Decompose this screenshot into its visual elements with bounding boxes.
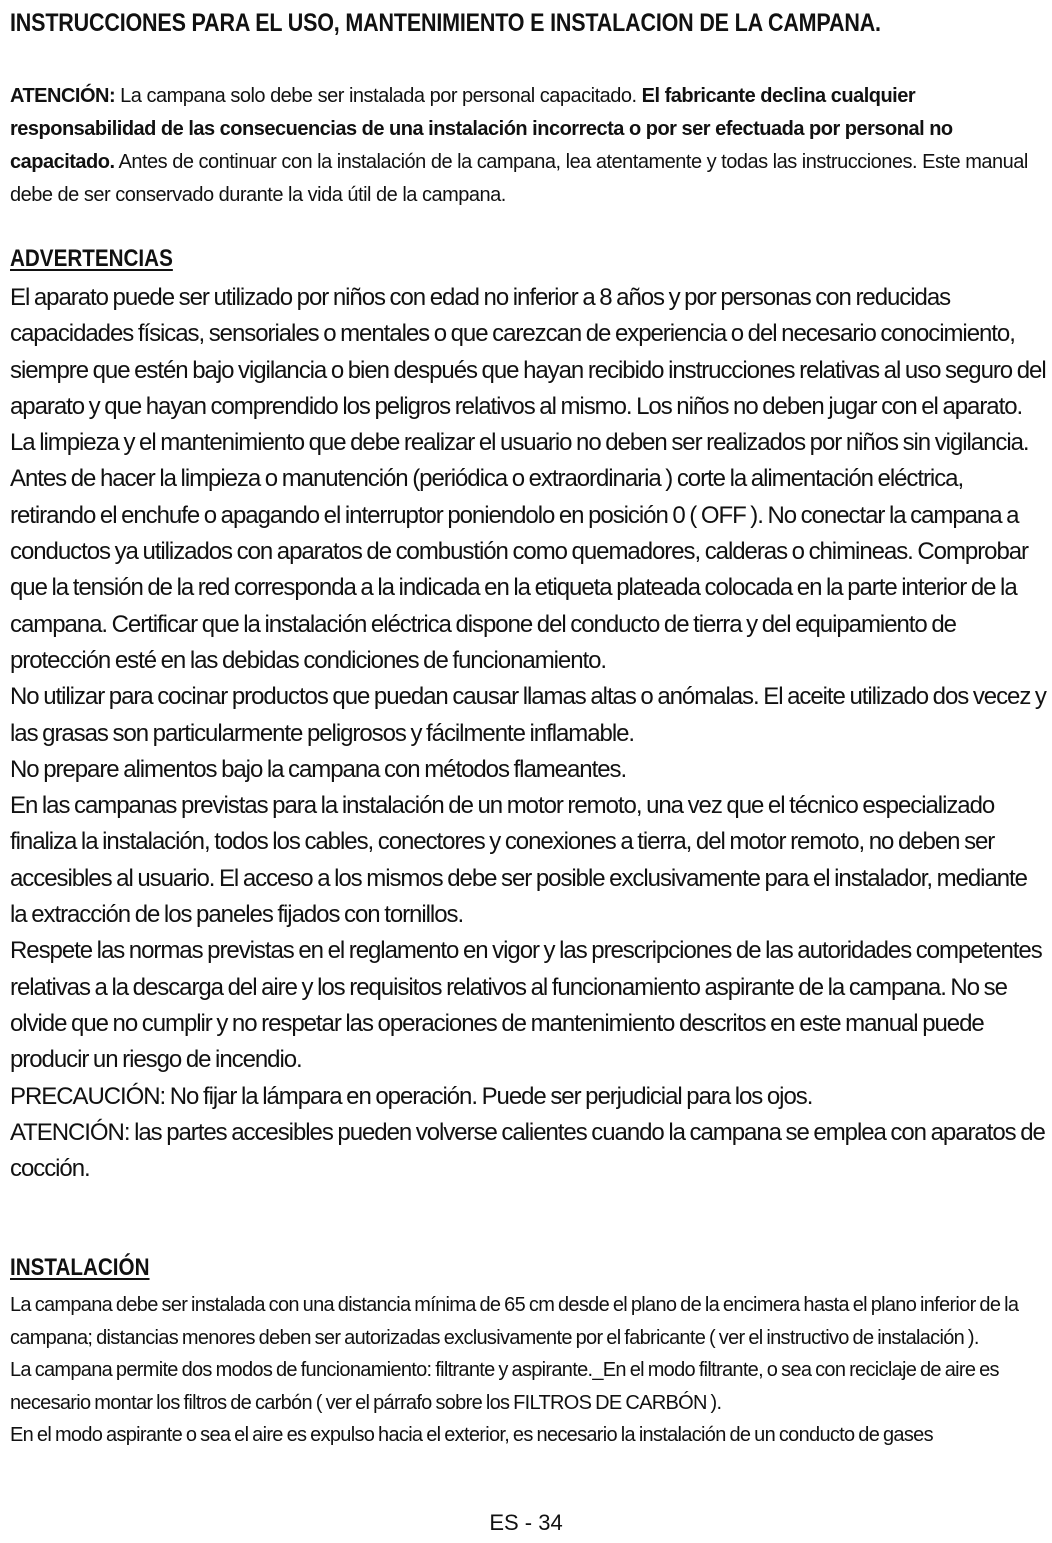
- document-title: INSTRUCCIONES PARA EL USO, MANTENIMIENTO E INSTALACION DE LA CAMPANA.: [10, 9, 881, 37]
- instalacion-paragraph: En el modo aspirante o sea el aire es expulso hacia el exterior, es necesario la instalación de un conducto de gases: [10, 1424, 933, 1446]
- advertencias-paragraph: El aparato puede ser utilizado por niños con edad no inferior a 8 años y por personas con reducidas capacidades físicas, sensoriales o mentales o que carezcan de experiencia o del necesario conocimiento, siempre que estén bajo vigilancia o bien después que hayan recibido instrucciones relativas al uso seguro del aparato y que hayan comprendido los peligros relativos al mismo. Los niños no deben jugar con el aparato. La limpieza y el mantenimiento que debe realizar el usuario no deben ser realizados por niños sin vigilancia.: [10, 284, 1046, 457]
- instalacion-paragraph: La campana debe ser instalada con una distancia mínima de 65 cm desde el plano de la encimera hasta el plano inferior de la campana; distancias menores deben ser autorizadas exclusivamente por el fabricante ( ver el instructivo de instalación ).: [10, 1294, 1019, 1349]
- advertencias-paragraph: Antes de hacer la limpieza o manutención (periódica o extraordinaria ) corte la alimentación eléctrica, retirando el enchufe o apagando el interruptor poniendolo en posición 0 ( OFF ). No conectar la campana a conductos ya utilizados con aparatos de combustión como quemadores, calderas o chimineas. Comprobar que la tensión de la red corresponda a la indicada en la etiqueta plateada colocada en la parte interior de la campana. Certificar que la instalación eléctrica dispone del conducto de tierra y del equipamiento de protección esté en las debidas condiciones de funcionamiento.: [10, 465, 1028, 674]
- advertencias-body: [10, 280, 1046, 1187]
- advertencias-paragraph: No utilizar para cocinar productos que puedan causar llamas altas o anómalas. El aceite utilizado dos vecez y las grasas son particularmente peligrosos y fácilmente inflamable.: [10, 683, 1046, 747]
- section-heading-advertencias: ADVERTENCIAS: [10, 245, 173, 272]
- advertencias-paragraph: ATENCIÓN: las partes accesibles pueden volverse calientes cuando la campana se emplea con aparatos de cocción.: [10, 1118, 1045, 1183]
- advertencias-paragraph: En las campanas previstas para la instalación de un motor remoto, una vez que el técnico especializado finaliza la instalación, todos los cables, conectores y conexiones a tierra, del motor remoto, no deben ser accesibles al usuario. El acceso a los mismos debe ser posible exclusivamente para el instalador, mediante la extracción de los paneles fijados con tornillos.: [10, 792, 1027, 929]
- advertencias-paragraph: PRECAUCIÓN: No fijar la lámpara en operación. Puede ser perjudicial para los ojos.: [10, 1082, 813, 1110]
- intro-paragraph: [10, 80, 1046, 212]
- advertencias-paragraph: No prepare alimentos bajo la campana con métodos flameantes.: [10, 755, 627, 783]
- intro-text-1: La campana solo debe ser instalada por personal capacitado.: [115, 85, 642, 107]
- attention-label: ATENCIÓN:: [10, 85, 116, 107]
- section-heading-instalacion: INSTALACIÓN: [10, 1254, 150, 1281]
- advertencias-paragraph: Respete las normas previstas en el reglamento en vigor y las prescripciones de las autoridades competentes relativas a la descarga del aire y los requisitos relativos al funcionamiento aspirante de la campana. No se olvide que no cumplir y no respetar las operaciones de mantenimiento descritos en este manual puede producir un riesgo de incendio.: [10, 937, 1042, 1074]
- instalacion-body: [10, 1289, 1046, 1452]
- instalacion-paragraph: La campana permite dos modos de funcionamiento: filtrante y aspirante._En el modo filtrante, o sea con reciclaje de aire es necesario montar los filtros de carbón ( ver el párrafo sobre los FILTROS DE CARBÓN ).: [10, 1359, 999, 1414]
- page-number: ES - 34: [489, 1510, 563, 1535]
- intro-disclaimer: El fabricante declina cualquier responsabilidad de las consecuencias de una instalación incorrecta o por ser efectuada por personal no capacitado.: [10, 85, 953, 173]
- intro-text-2: Antes de continuar con la instalación de la campana, lea atentamente y todas las instrucciones. Este manual debe de ser conservado durante la vida útil de la campana.: [10, 151, 1028, 206]
